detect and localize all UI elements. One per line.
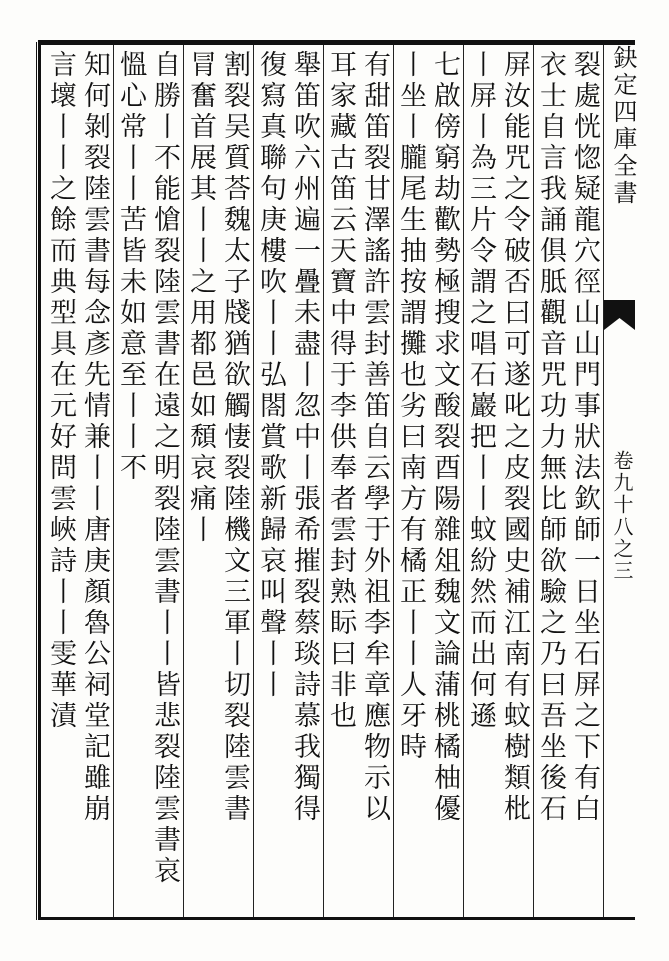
text-column-3: 屏汝能咒之令破否曰可遂叱之皮裂國史補江南有蚊樹類枇 (499, 50, 530, 825)
outer-border-line (36, 42, 37, 920)
text-column-10: 復寫真聯句庚樓吹丨丨弘閤賞歌新歸哀叫聲丨丨 (255, 50, 286, 701)
text-column-16: 言壞丨丨之餘而典型具在元好問雲峽詩丨丨雯華漬 (45, 50, 76, 732)
column-separator (393, 45, 394, 917)
book-title: 鈌定四庫全書 (609, 45, 637, 207)
text-column-5: 七啟傍窮劫歡勢極搜求文酸裂酉陽雜俎魏文論蒲桃橘柚優 (429, 50, 460, 825)
column-separator (253, 45, 254, 917)
text-column-8: 耳家藏古笛云天寶中得于李供奉者雲封熟眎曰非也 (325, 50, 356, 732)
text-column-7: 有甜笛裂甘澤謠許雲封善笛自云學于外祖李牟章應物示以 (359, 50, 390, 825)
text-column-12: 冐奮首展其丨丨之用都邑如頹哀痛丨 (185, 50, 216, 546)
text-column-2: 衣士自言我誦俱胝觀音咒功力無比師欲驗之乃曰吾坐後石 (535, 50, 566, 825)
text-column-14: 慍心常丨丨苦皆未如意至丨丨不 (115, 50, 146, 484)
column-separator (113, 45, 114, 917)
text-column-13: 自勝丨不能愴裂陸雲書在遠之明裂陸雲書丨丨皆悲裂陸雲書哀 (149, 50, 180, 887)
volume-label: 卷九十八之三 (610, 450, 634, 582)
margin-band (604, 45, 635, 917)
text-column-4: 丨屏丨為三片令謂之唱石巖把丨丨蚊紛然而出何遜 (465, 50, 496, 732)
text-column-6: 丨坐丨朧尾生抽按謂攤也劣曰南方有橘正丨丨人牙時 (395, 50, 426, 763)
column-separator (533, 45, 534, 917)
text-column-1: 裂處恍惚疑龍穴徑山山門事狀法欽師一日坐石屏之下有白 (569, 50, 600, 825)
column-separator (323, 45, 324, 917)
column-separator (463, 45, 464, 917)
text-column-9: 舉笛吹六州遍一疊未盡丨忽中丨張希摧裂蔡琰詩慕我獨得 (289, 50, 320, 825)
text-column-15: 知何剝裂陸雲書每念彥先情兼丨丨唐庚顏魯公祠堂記雖崩 (79, 50, 110, 825)
text-column-11: 割裂吴質荅魏太子牋猶欲觸悽裂陸機文三軍丨切裂陸雲書 (219, 50, 250, 825)
column-separator (183, 45, 184, 917)
column-separator (603, 45, 604, 917)
